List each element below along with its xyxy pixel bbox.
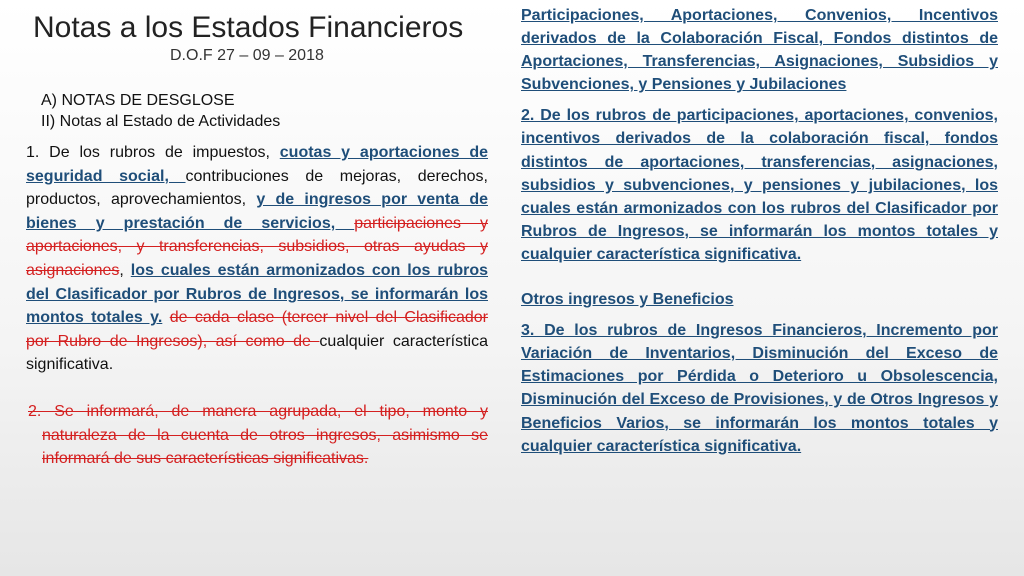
- right-paragraph-2: 2. De los rubros de participaciones, aportaciones, convenios, incentivos derivados de la colaboración fiscal, fondos distintos de aportaciones, transferencias, asignaciones, subsidios y subvenciones, y pensiones y jubilaciones, los cuales están armonizados con los rubros del Clasificador por Rubros de Ingresos, se informarán los montos totales y cualquier característica significativa.: [521, 107, 998, 263]
- item1-text-2: cuotas y aportaciones de seguridad social,: [26, 144, 489, 185]
- left-column: [26, 141, 488, 471]
- right-heading: Participaciones, Aportaciones, Convenios, Incentivos derivados de la Colaboración Fiscal, Fondos distintos de Aportaciones, Transferencias, Asignaciones, Subsidios y Subvenciones, y Pensiones y Jubilaciones: [521, 7, 998, 94]
- section-headings: [41, 90, 361, 132]
- right-paragraph-3: 3. De los rubros de Ingresos Financieros, Incremento por Variación de Inventarios, Disminución del Exceso de Estimaciones por Pérdida o Deterioro u Obsolescencia, Disminución del Exceso de Provisiones, y de Otros Ingresos y Beneficios Varios, se informarán los montos totales y cualquier característica significativa.: [521, 322, 998, 455]
- item1-text-3: contribuciones de mejoras, derechos, productos, aprovechamientos,: [26, 167, 489, 209]
- section-b-heading: II) Notas al Estado de Actividades: [41, 113, 281, 130]
- slide-subtitle: D.O.F 27 – 09 – 2018: [170, 47, 324, 64]
- item1-text-6: ,: [119, 261, 131, 279]
- item1-text-10: cualquier característica significativa.: [26, 332, 488, 374]
- item1-text-8: [162, 309, 169, 326]
- item1-text-4: y de ingresos por venta de bienes y prestación de servicios,: [26, 191, 488, 232]
- slide-title: Notas a los Estados Financieros: [33, 11, 464, 44]
- note-item-1: [26, 141, 488, 377]
- item1-text-1: 1. De los rubros de impuestos,: [26, 144, 280, 161]
- section-a-heading: A) NOTAS DE DESGLOSE: [41, 92, 235, 109]
- right-column: [521, 4, 998, 458]
- item1-text-9: de cada clase (tercer nivel del Clasificador por Rubro de Ingresos), así como de: [26, 309, 488, 350]
- item1-text-7: los cuales están armonizados con los rubros del Clasificador por Rubros de Ingresos, se informarán los montos totales y.: [26, 261, 488, 327]
- item1-text-5: participaciones y aportaciones, y transferencias, subsidios, otras ayudas y asignaciones: [26, 214, 489, 279]
- right-heading-2: Otros ingresos y Beneficios: [521, 291, 734, 309]
- note-item-2: 2. Se informará, de manera agrupada, el tipo, monto y naturaleza de la cuenta de otros ingresos, asimismo se informará de sus características significativas.: [28, 402, 488, 468]
